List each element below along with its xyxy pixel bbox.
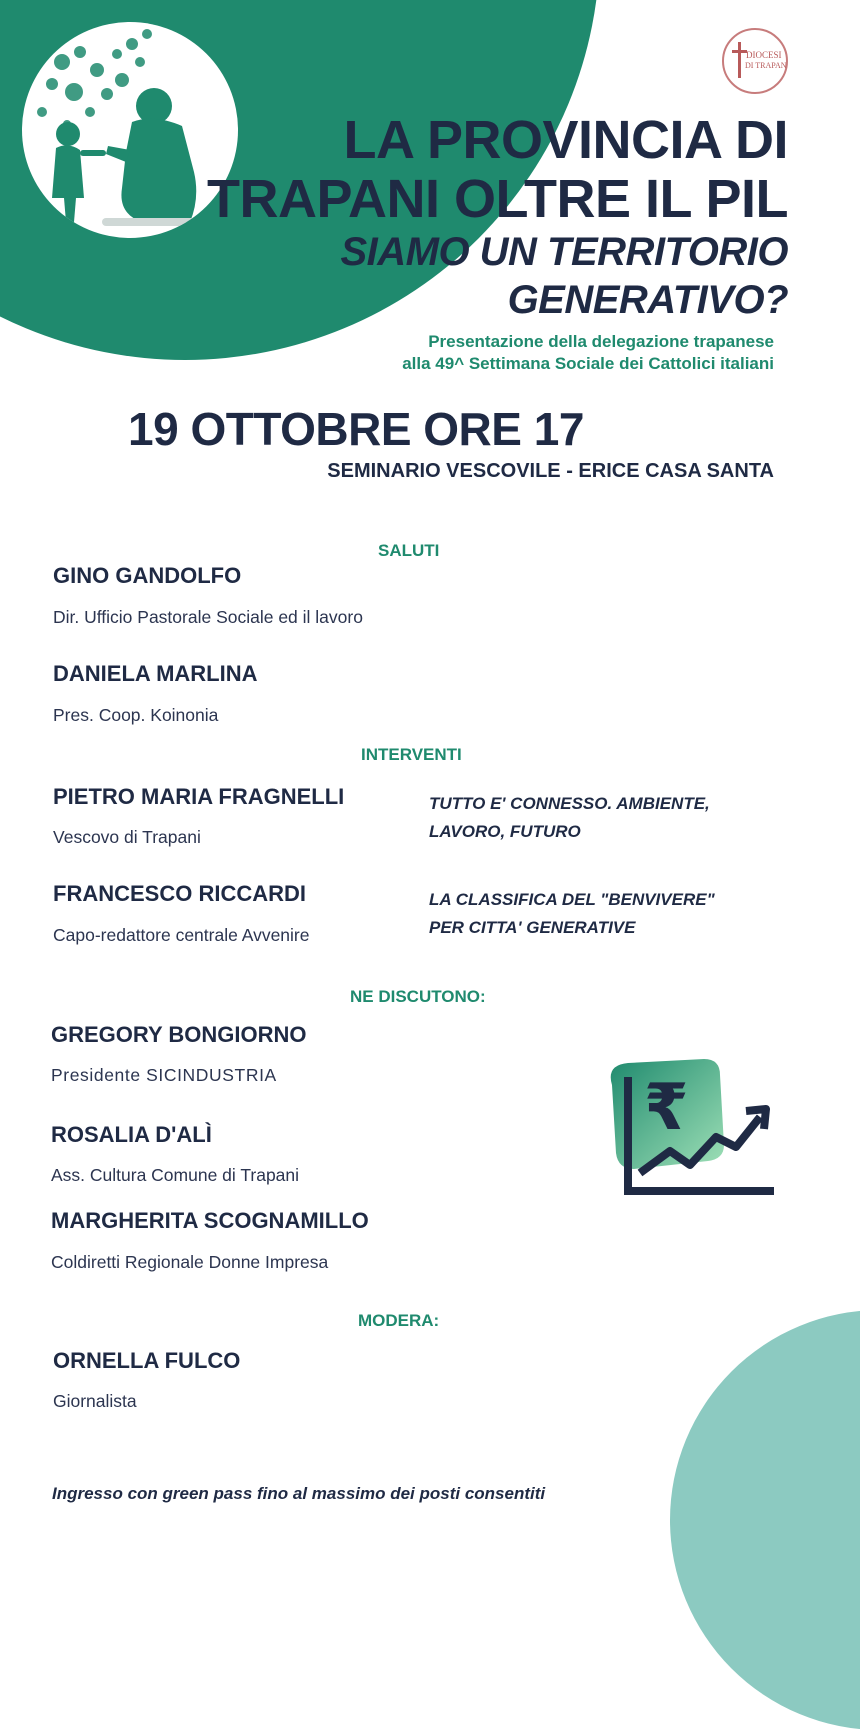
footer-note: Ingresso con green pass fino al massimo dei posti consentiti [52, 1484, 546, 1503]
speaker-role: Dir. Ufficio Pastorale Sociale ed il lavoro [53, 607, 363, 627]
speaker-role: Pres. Coop. Koinonia [53, 705, 219, 725]
rupee-growth-chart-icon [598, 1055, 780, 1200]
speaker-role: Capo-redattore centrale Avvenire [53, 925, 310, 945]
speaker-name: PIETRO MARIA FRAGNELLI [53, 784, 345, 809]
event-date: 19 OTTOBRE ORE 17 [128, 403, 584, 455]
talk-title-line: LA CLASSIFICA DEL "BENVIVERE" [429, 890, 715, 909]
speaker-role: Coldiretti Regionale Donne Impresa [51, 1252, 329, 1272]
cross-icon [724, 30, 786, 92]
section-discutono: NE DISCUTONO: [350, 987, 486, 1006]
speaker-name: FRANCESCO RICCARDI [53, 881, 306, 906]
logo-text-2: DI TRAPANI [745, 61, 786, 70]
presentation-line-2: alla 49^ Settimana Sociale dei Cattolici italiani [402, 354, 774, 373]
speaker-role: Ass. Cultura Comune di Trapani [51, 1165, 300, 1185]
presentation-line-1: Presentazione della delegazione trapanese [428, 332, 774, 351]
talk-title [429, 886, 715, 942]
bottom-teal-blob [670, 1310, 860, 1730]
talk-title-line: PER CITTA' GENERATIVE [429, 918, 636, 937]
section-interventi: INTERVENTI [361, 745, 462, 764]
speaker-name: GREGORY BONGIORNO [51, 1022, 307, 1047]
speaker-name: GINO GANDOLFO [53, 563, 242, 588]
event-venue: SEMINARIO VESCOVILE - ERICE CASA SANTA [327, 460, 774, 482]
svg-text:₹: ₹ [644, 1071, 689, 1145]
illustration-circle [22, 22, 238, 238]
speaker-role: Vescovo di Trapani [53, 827, 201, 847]
section-saluti: SALUTI [378, 541, 440, 560]
subtitle-line-1: SIAMO UN TERRITORIO [340, 230, 788, 274]
title-line-1: LA PROVINCIA DI [343, 110, 788, 170]
speaker-role: Presidente SICINDUSTRIA [51, 1065, 277, 1085]
speaker-name: ORNELLA FULCO [53, 1348, 241, 1373]
child-and-worker-illustration-icon [22, 22, 238, 238]
section-modera: MODERA: [358, 1311, 440, 1330]
subtitle-line-2: GENERATIVO? [507, 278, 788, 322]
talk-title-line: TUTTO E' CONNESSO. AMBIENTE, [429, 794, 710, 813]
talk-title [429, 790, 710, 846]
title-line-2: TRAPANI OLTRE IL PIL [207, 169, 788, 229]
talk-title-line: LAVORO, FUTURO [429, 822, 581, 841]
speaker-name: ROSALIA D'ALÌ [51, 1122, 212, 1147]
speaker-name: MARGHERITA SCOGNAMILLO [51, 1208, 369, 1233]
logo-text-1: DIOCESI [746, 50, 782, 60]
speaker-role: Giornalista [53, 1391, 137, 1411]
speaker-name: DANIELA MARLINA [53, 661, 258, 686]
diocese-logo [722, 28, 788, 94]
